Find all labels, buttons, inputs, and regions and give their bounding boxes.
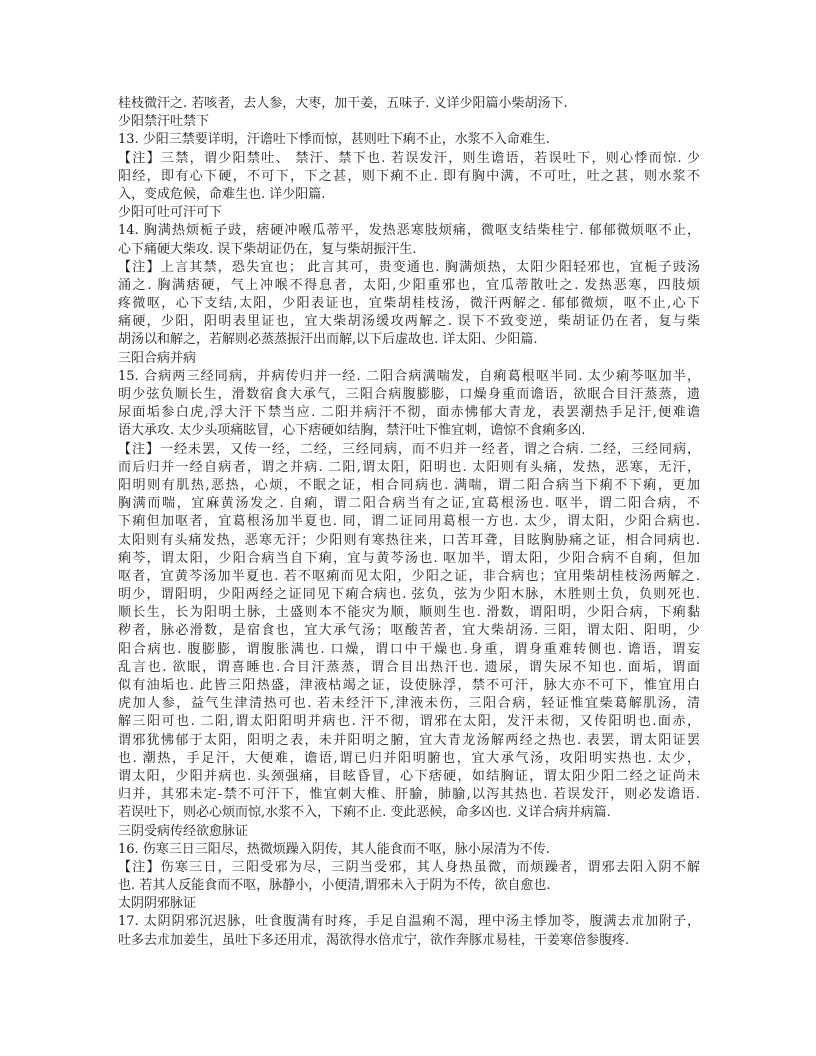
text-line: 太阴阴邪脉证 (118, 896, 197, 912)
text-line: 也. 若其人反能食而不呕，脉静小，小便清,谓邪未入于阴为不传，欲自愈也. (118, 878, 551, 894)
text-line: 【注】三禁，谓少阳禁吐、 禁汗、禁下也. 若误发汗，则生谵语，若误吐下，则心悸而惊. 少 (118, 150, 700, 166)
text-line: 三阴受病传经欲愈脉证 (118, 823, 249, 839)
verse-paragraph (118, 913, 700, 949)
text-line: 谓邪犹怫郁于太阳，阳明之表，未并阳明之腑，宜大青龙汤解两经之热也. 表罢，谓太阳证罢 (118, 732, 700, 748)
text-line: 呕者，宜黄芩汤加半夏也. 若不呕痢而见太阳，少阳之证，非合病也；宜用柴胡桂枝汤两解之. (118, 568, 700, 584)
text-line: 虎加人参，益气生津清热可也. 若未经汗下,津液未伤，三阳合病，轻证惟宜柴葛解肌汤，清 (118, 696, 700, 712)
text-line: 入，变成危候，命难生也. 详少阳篇. (118, 186, 326, 202)
text-line: 少阳可吐可汗可下 (118, 205, 223, 221)
text-line: 尿面垢参白虎,浮大汗下禁当应. 二阳并病汗不彻，面赤怫郁大青龙，表罢潮热手足汗,便难谵 (118, 405, 700, 421)
text-line: 秽者，脉必滑数，是宿食也，宜大承气汤；呕酸苦者，宜大柴胡汤. 三阳，谓太阳、阳明，少 (118, 623, 700, 639)
section-heading (118, 204, 700, 222)
text-line: 痢芩，谓太阳，少阳合病当自下痢，宜与黄芩汤也. 呕加半，谓太阳，少阳合病不自痢，但加 (118, 550, 700, 566)
note-paragraph (118, 150, 700, 205)
note-paragraph (118, 441, 700, 823)
text-line: 顺长生，长为阳明土脉，土盛则本不能灾为顺，顺则生也. 滑数，谓阳明，少阳合病，下痢黏 (118, 605, 700, 621)
text-line: 若误吐下，则必心烦而惊,水浆不入，下痢不止. 变此恶候，命多凶也. 义详合病并病篇. (118, 805, 611, 821)
verse-paragraph (118, 131, 700, 149)
document-page (118, 95, 700, 950)
text-line: 似有油垢也. 此皆三阳热盛，津液枯竭之证，设使脉浮，禁不可汗，脉大亦不可下，惟宜用白 (118, 678, 700, 693)
text-line: 涌之. 胸满痞硬，气上冲喉不得息者，太阳,少阳重邪也，宜瓜蒂散吐之. 发热恶寒，四肢烦 (118, 277, 700, 293)
text-line: 吐多去朮加姜生，虽吐下多还用朮，渴欲得水倍朮宁，欲作奔豚朮易桂，干姜寒倍参腹疼. (118, 932, 630, 948)
text-line: 三阳合病并病 (118, 350, 197, 366)
text-line: 13. 少阳三禁要详明，汗谵吐下悸而惊，甚则吐下痢不止，水浆不入命难生. (118, 132, 550, 148)
section-heading (118, 823, 700, 841)
text-line: 阳经，即有心下硬，不可下，下之甚，则下痢不止. 即有胸中满，不可吐，吐之甚，则水浆不 (118, 168, 700, 184)
verse-paragraph (118, 841, 700, 859)
section-heading (118, 350, 700, 368)
section-heading (118, 113, 700, 131)
verse-paragraph (118, 222, 700, 258)
text-line: 疼微呕，心下支结,太阳，少阳表证也，宜柴胡桂枝汤，微汗两解之. 郁郁微烦，呕不止,心下 (118, 296, 700, 312)
section-heading (118, 895, 700, 913)
text-line: 【注】伤寒三日，三阳受邪为尽，三阴当受邪，其人身热虽微，而烦躁者，谓邪去阳入阴不解 (118, 859, 700, 875)
text-line: 17. 太阴阴邪沉迟脉，吐食腹满有时疼，手足自温痢不渴，理中汤主悸加苓，腹满去朮加附子， (118, 914, 700, 930)
text-line: 明少，谓阳明，少阳两经之证同见下痢合病也. 弦负，弦为少阳木脉，木胜则土负，负则死也. (118, 587, 700, 603)
text-line: 乱言也. 欲眠，谓喜睡也.合目汗蒸蒸，谓合目出热汗也. 遗尿，谓失尿不知也. 面垢，谓面 (118, 659, 700, 675)
text-paragraph (118, 95, 700, 113)
text-line: 15. 合病两三经同病，并病传归并一经. 二阳合病满喘发，自痢葛根呕半同. 太少痢芩呕加半， (118, 368, 700, 384)
text-line: 胸满而喘，宜麻黄汤发之. 自痢，谓二阳合病当有之证,宜葛根汤也. 呕半，谓二阳合病，不 (118, 496, 700, 512)
note-paragraph (118, 859, 700, 895)
text-line: 少阳禁汗吐禁下 (118, 114, 210, 130)
text-line: 【注】上言其禁，恐失宜也； 此言其可，贵变通也. 胸满烦热，太阳少阳轻邪也，宜栀子豉汤 (118, 259, 700, 275)
text-line: 太阳则有头痛发热，恶寒无汗；少阳则有寒热往来，口苦耳聋，目眩胸胁痛之证，相合同病也. (118, 532, 700, 548)
text-line: 桂枝微汗之. 若咳者，去人参，大枣，加干姜，五味子. 义详少阳篇小柴胡汤下. (118, 96, 568, 111)
text-line: 14. 胸满热烦栀子豉，痞硬冲喉瓜蒂平，发热恶寒肢烦痛，微呕支结柴桂宁. 郁郁微烦呕不止， (118, 223, 700, 239)
text-line: 下痢但加呕者，宜葛根汤加半夏也. 同，谓二证同用葛根一方也. 太少，谓太阳，少阳合病也. (118, 514, 700, 530)
note-paragraph (118, 259, 700, 350)
text-line: 也. 潮热，手足汗，大便难，谵语,谓已归并阳明腑也，宜大承气汤，攻阳明实热也. 太少， (118, 750, 700, 766)
text-line: 阳明则有肌热,恶热，心烦，不眠之证，相合同病也. 满喘，谓二阳合病当下痢不下痢，更加 (118, 477, 700, 493)
text-line: 痛硬，少阳，阳明表里证也，宜大柴胡汤缓攻两解之. 误下不致变逆，柴胡证仍在者，复与柴 (118, 314, 700, 330)
text-line: 解三阳可也. 二阳,谓太阳阳明并病也. 汗不彻，谓邪在太阳，发汗未彻，又传阳明也.面赤， (118, 714, 700, 730)
text-line: 明少弦负顺长生，滑数宿食大承气，三阳合病腹膨膨，口燥身重而谵语，欲眠合目汗蒸蒸，遗 (118, 387, 700, 402)
text-line: 胡汤以和解之，若解则必蒸蒸振汗出而解,以下后虚故也. 详太阳、少阳篇. (118, 332, 538, 348)
text-line: 16. 伤寒三日三阳尽，热微烦躁入阴传，其人能食而不呕，脉小尿清为不传. (118, 841, 550, 857)
verse-paragraph (118, 368, 700, 441)
text-line: 阳合病也. 腹膨膨，谓腹胀满也. 口燥，谓口中干燥也.身重，谓身重难转侧也. 谵语，谓妄 (118, 641, 700, 657)
text-line: 谓太阳，少阳并病也. 头颈强痛，目眩昏冒，心下痞硬，如结胸证，谓太阳少阳二经之证尚未 (118, 768, 700, 784)
text-line: 语大承攻. 太少头项痛眩冒，心下痞硬如结胸，禁汗吐下惟宜刺，谵惊不食痢多凶. (118, 423, 586, 439)
text-line: 归并，其邪未定-禁不可汗下，惟宜刺大椎、肝腧，肺腧,以泻其热也. 若误发汗，则必发谵语. (118, 787, 700, 803)
text-line: 而后归并一经自病者，谓之并病. 二阳,谓太阳，阳明也. 太阳则有头痛，发热，恶寒，无汗， (118, 459, 700, 475)
text-line: 心下痛硬大柴攻. 误下柴胡证仍在，复与柴胡振汗生. (118, 241, 417, 257)
text-line: 【注】一经未罢，又传一经，二经，三经同病，而不归并一经者，谓之合病. 二经，三经同病， (118, 441, 700, 457)
